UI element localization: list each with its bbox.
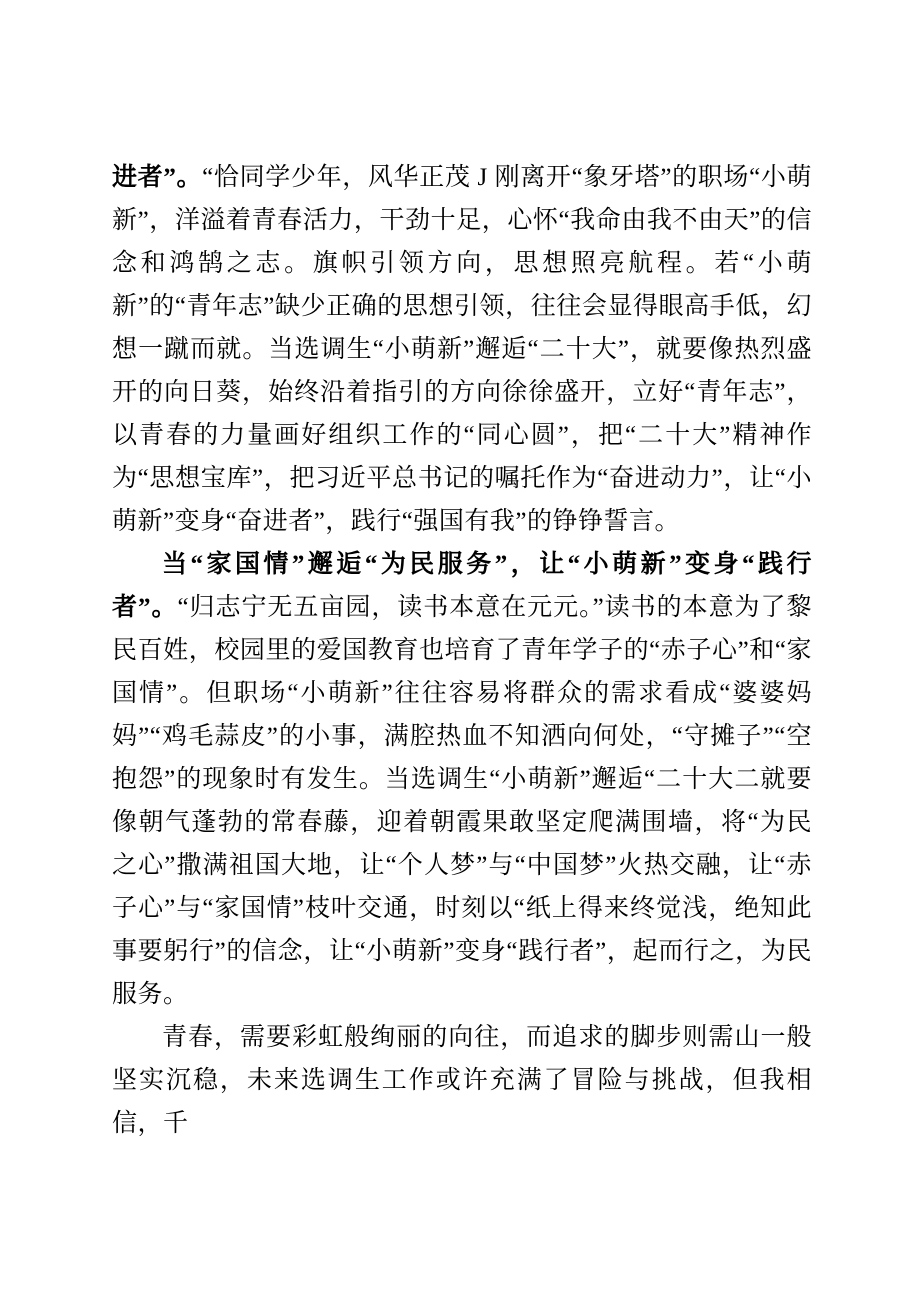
- paragraph-continuation: [112, 156, 812, 543]
- paragraph-2: [112, 543, 812, 1016]
- paragraph-3: [112, 1016, 812, 1145]
- paragraph-2-text: “归志宁无五亩园，读书本意在元元。”读书的本意为了黎民百姓，校园里的爱国教育也培育了青年学子的“赤子心”和“家国情”。但职场“小萌新”往往容易将群众的需求看成“婆婆妈妈”“鸡毛蒜皮”的小事，满腔热血不知洒向何处，“守摊子”“空抱怨”的现象时有发生。当选调生“小萌新”邂逅“二十大二就要像朝气蓬勃的常春藤，迎着朝霞果敢坚定爬满围墙，将“为民之心”撒满祖国大地，让“个人梦”与“中国梦”火热交融，让“赤子心”与“家国情”枝叶交通，时刻以“纸上得来终觉浅，绝知此事要躬行”的信念，让“小萌新”变身“践行者”，起而行之，为民服务。: [112, 594, 812, 1008]
- paragraph-1-bold-lead: 进者”。: [112, 164, 203, 191]
- paragraph-1-text: “恰同学少年，风华正茂 J 刚离开“象牙塔”的职场“小萌新”，洋溢着青春活力，干劲十足，心怀“我命由我不由天”的信念和鸿鹄之志。旗帜引领方向，思想照亮航程。若“小萌新”的“青年志”缺少正确的思想引领，往往会显得眼高手低，幻想一蹴而就。当选调生“小萌新”邂逅“二十大”，就要像热烈盛开的向日葵，始终沿着指引的方向徐徐盛开，立好“青年志”，以青春的力量画好组织工作的“同心圆”，把“二十大”精神作为“思想宝库”，把习近平总书记的嘱托作为“奋进动力”，让“小萌新”变身“奋进者”，践行“强国有我”的铮铮誓言。: [112, 164, 812, 535]
- paragraph-3-text: 青春，需要彩虹般绚丽的向往，而追求的脚步则需山一般坚实沉稳，未来选调生工作或许充满了冒险与挑战，但我相信，千: [112, 1024, 812, 1137]
- paragraph-2-bold-lead: 当“家国情”邂逅“为民服务”，让“小萌新”变身“践行者”。: [112, 551, 812, 621]
- document-body: [112, 156, 812, 1145]
